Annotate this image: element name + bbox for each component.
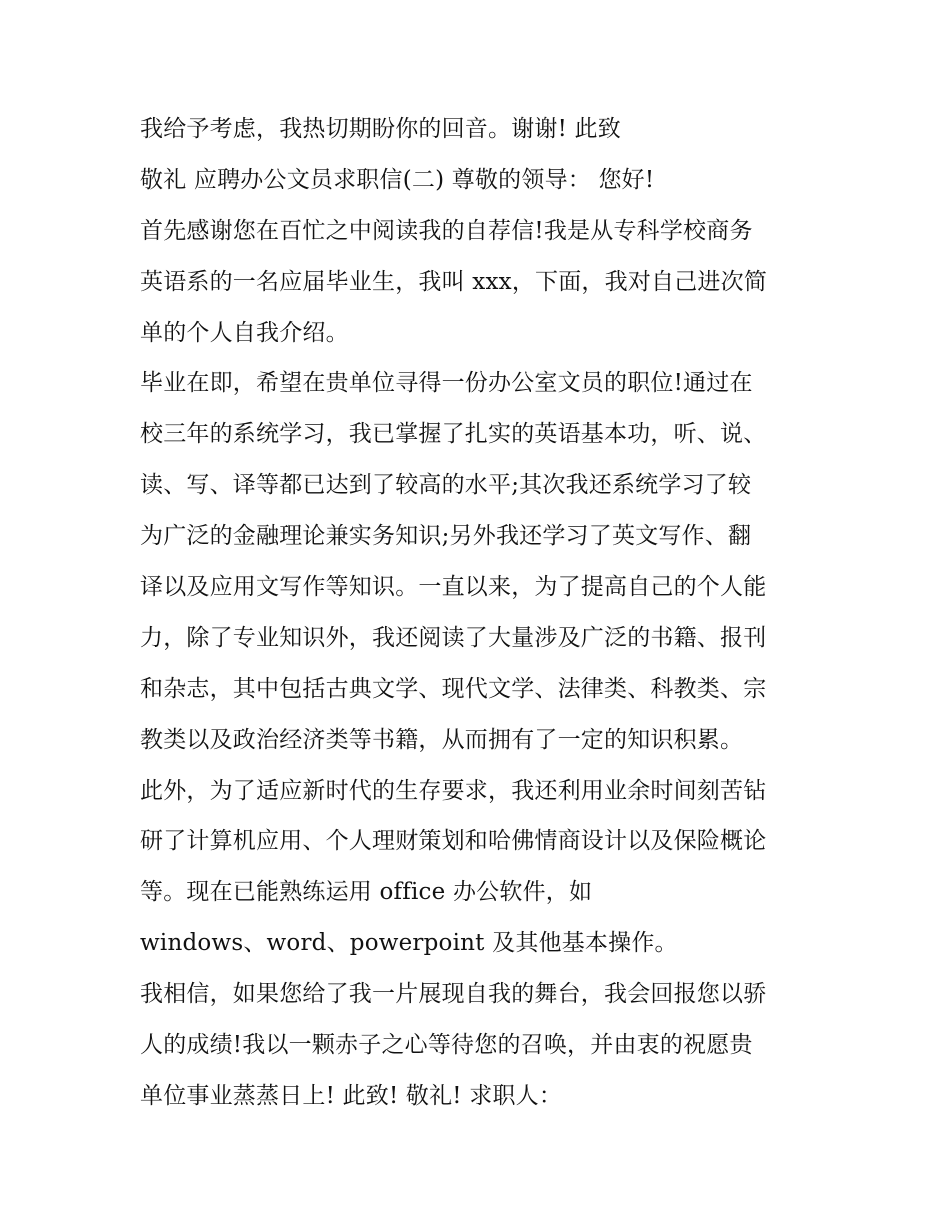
text-line: 人的成绩!我以一颗赤子之心等待您的召唤，并由衷的祝愿贵: [140, 1032, 753, 1059]
text-line: 读、写、译等都已达到了较高的水平;其次我还系统学习了较: [140, 472, 752, 499]
text-line: 力，除了专业知识外，我还阅读了大量涉及广泛的书籍、报刊: [140, 624, 767, 651]
text-line: 单的个人自我介绍。: [140, 319, 349, 346]
text-line: 教类以及政治经济类等书籍，从而拥有了一定的知识积累。: [140, 726, 744, 753]
text-line: 校三年的系统学习，我已掌握了扎实的英语基本功，听、说、: [140, 421, 767, 448]
text-line: 我相信，如果您给了我一片展现自我的舞台，我会回报您以骄: [140, 981, 767, 1008]
text-line: 为广泛的金融理论兼实务知识;另外我还学习了英文写作、翻: [140, 523, 752, 550]
text-line: 敬礼 应聘办公文员求职信(二) 尊敬的领导： 您好!: [140, 166, 655, 193]
text-line: 毕业在即，希望在贵单位寻得一份办公室文员的职位!通过在: [140, 370, 753, 397]
text-line: 英语系的一名应届毕业生，我叫 xxx，下面，我对自己进次简: [140, 268, 768, 295]
text-line: 此外，为了适应新时代的生存要求，我还利用业余时间刻苦钻: [140, 777, 767, 804]
text-line: 我给予考虑，我热切期盼你的回音。谢谢! 此致: [140, 116, 621, 142]
letter-body: [140, 104, 820, 1122]
text-line: 首先感谢您在百忙之中阅读我的自荐信!我是从专科学校商务: [140, 217, 753, 244]
text-line: 单位事业蒸蒸日上! 此致! 敬礼! 求职人：: [140, 1082, 563, 1109]
text-line: 研了计算机应用、个人理财策划和哈佛情商设计以及保险概论: [140, 828, 767, 855]
text-line: 译以及应用文写作等知识。一直以来，为了提高自己的个人能: [140, 574, 767, 601]
text-line: 等。现在已能熟练运用 office 办公软件，如: [140, 879, 593, 906]
text-line: 和杂志，其中包括古典文学、现代文学、法律类、科教类、宗: [140, 675, 767, 702]
text-line: windows、word、powerpoint 及其他基本操作。: [140, 930, 678, 957]
